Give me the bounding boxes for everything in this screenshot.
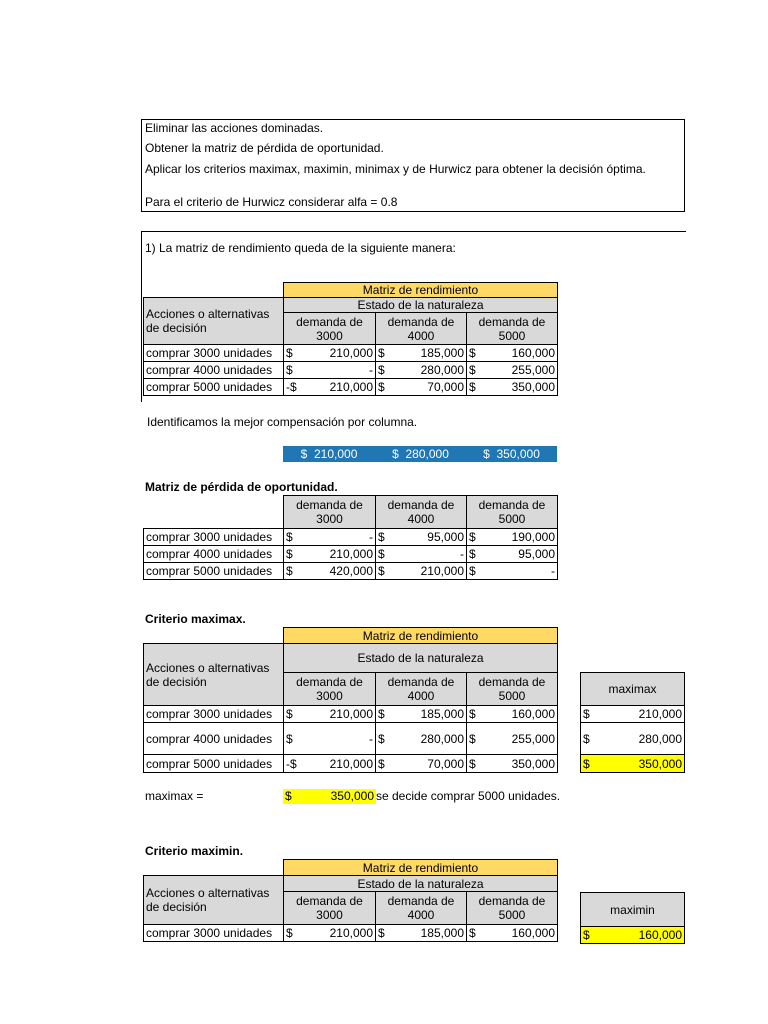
value-cell: $ - xyxy=(284,723,376,755)
value-cell: $ 70,000 xyxy=(376,755,467,773)
best-payoff-note: Identificamos la mejor compensación por columna. xyxy=(147,415,418,429)
value-cell: $ 160,000 xyxy=(467,925,558,942)
maximax-result-text: se decide comprar 5000 unidades. xyxy=(376,789,561,803)
value-cell: $ 210,000 xyxy=(284,546,376,563)
table-row xyxy=(144,529,558,546)
row-label: comprar 4000 unidades xyxy=(144,546,284,563)
value-cell: $ 95,000 xyxy=(467,546,558,563)
column-header: demanda de 4000 xyxy=(376,673,467,706)
value-cell: $ 185,000 xyxy=(376,925,467,942)
row-label: comprar 3000 unidades xyxy=(144,925,284,942)
value-cell: $ 255,000 xyxy=(467,362,558,379)
column-header: demanda de 5000 xyxy=(467,313,558,345)
column-header: demanda de 3000 xyxy=(284,496,376,529)
table-row xyxy=(144,379,558,396)
column-header: demanda de 5000 xyxy=(467,496,558,529)
row-label: comprar 3000 unidades xyxy=(144,345,284,362)
side-value-selected: $ 350,000 xyxy=(581,755,685,773)
value-cell: $ 210,000 xyxy=(376,563,467,580)
maximin-side xyxy=(580,892,685,944)
value-cell: $ 350,000 xyxy=(467,379,558,396)
column-header: demanda de 4000 xyxy=(376,496,467,529)
row-label: comprar 4000 unidades xyxy=(144,723,284,755)
side-header: maximin xyxy=(581,893,685,927)
side-header: maximax xyxy=(581,673,685,706)
side-value: $ 210,000 xyxy=(581,706,685,723)
table-row xyxy=(144,755,558,773)
value-cell: $ 420,000 xyxy=(284,563,376,580)
payoff-matrix xyxy=(143,282,558,396)
value-cell: $ 95,000 xyxy=(376,529,467,546)
row-label: comprar 4000 unidades xyxy=(144,362,284,379)
column-header: demanda de 3000 xyxy=(284,673,376,706)
row-label: comprar 5000 unidades xyxy=(144,563,284,580)
maximax-matrix xyxy=(143,627,558,773)
value-cell: $ 255,000 xyxy=(467,723,558,755)
value-cell: $ 160,000 xyxy=(467,345,558,362)
table-row xyxy=(144,723,558,755)
maximax-side xyxy=(580,672,685,773)
row-label: comprar 5000 unidades xyxy=(144,755,284,773)
table-title: Matriz de rendimiento xyxy=(284,628,558,644)
loss-matrix xyxy=(143,495,558,580)
side-value-selected: $ 160,000 xyxy=(581,927,685,944)
value-cell: $ 280,000 xyxy=(376,723,467,755)
table-row xyxy=(144,563,558,580)
value-cell: -$ 210,000 xyxy=(284,379,376,396)
table-title: Matriz de rendimiento xyxy=(284,860,558,876)
value-cell: $ 185,000 xyxy=(376,706,467,723)
row-label: comprar 3000 unidades xyxy=(144,529,284,546)
column-header: demanda de 4000 xyxy=(376,313,467,345)
table-row xyxy=(144,706,558,723)
row-label: comprar 3000 unidades xyxy=(144,706,284,723)
side-value: $ 280,000 xyxy=(581,723,685,755)
value-cell: $ - xyxy=(284,362,376,379)
value-cell: $ - xyxy=(467,563,558,580)
value-cell: $ 70,000 xyxy=(376,379,467,396)
table-row xyxy=(144,546,558,563)
state-header: Estado de la naturaleza xyxy=(284,876,558,892)
value-cell: $ 210,000 xyxy=(284,345,376,362)
best-value: $ 350,000 xyxy=(466,446,557,462)
row-label: comprar 5000 unidades xyxy=(144,379,284,396)
best-value: $ 280,000 xyxy=(375,446,466,462)
column-header: demanda de 4000 xyxy=(376,892,467,925)
maximin-heading: Criterio maximin. xyxy=(145,844,244,858)
actions-header: Acciones o alternativas de decisión xyxy=(144,644,284,706)
value-cell: -$ 210,000 xyxy=(284,755,376,773)
best-payoff-row xyxy=(283,446,557,462)
state-header: Estado de la naturaleza xyxy=(284,644,558,673)
value-cell: $ 350,000 xyxy=(467,755,558,773)
value-cell: $ 185,000 xyxy=(376,345,467,362)
best-value: $ 210,000 xyxy=(283,446,375,462)
table-title: Matriz de rendimiento xyxy=(284,283,558,298)
column-header: demanda de 3000 xyxy=(284,892,376,925)
value-cell: $ 190,000 xyxy=(467,529,558,546)
instruction-line: Para el criterio de Hurwicz considerar alfa = 0.8 xyxy=(145,195,398,209)
actions-header: Acciones o alternativas de decisión xyxy=(144,298,284,345)
column-header: demanda de 5000 xyxy=(467,892,558,925)
maximax-heading: Criterio maximax. xyxy=(145,612,246,626)
instruction-line: Aplicar los criterios maximax, maximin, minimax y de Hurwicz para obtener la decisión óptima. xyxy=(145,162,646,176)
column-header: demanda de 5000 xyxy=(467,673,558,706)
maximin-matrix xyxy=(143,859,558,942)
actions-header: Acciones o alternativas de decisión xyxy=(144,876,284,925)
table-row xyxy=(144,362,558,379)
value-cell: $ - xyxy=(376,546,467,563)
instruction-line: Obtener la matriz de pérdida de oportunidad. xyxy=(145,141,384,155)
value-cell: $ 160,000 xyxy=(467,706,558,723)
state-header: Estado de la naturaleza xyxy=(284,298,558,313)
maximax-result-label: maximax = xyxy=(145,789,204,803)
value-cell: $ 210,000 xyxy=(284,706,376,723)
instruction-line: Eliminar las acciones dominadas. xyxy=(145,121,324,135)
value-cell: $ 280,000 xyxy=(376,362,467,379)
value-cell: $ 210,000 xyxy=(284,925,376,942)
loss-heading: Matriz de pérdida de oportunidad. xyxy=(145,480,338,494)
value-cell: $ - xyxy=(284,529,376,546)
section-heading: 1) La matriz de rendimiento queda de la siguiente manera: xyxy=(145,241,456,255)
table-row xyxy=(144,925,558,942)
table-row xyxy=(144,345,558,362)
maximax-result-value: $ 350,000 xyxy=(285,789,374,803)
column-header: demanda de 3000 xyxy=(284,313,376,345)
